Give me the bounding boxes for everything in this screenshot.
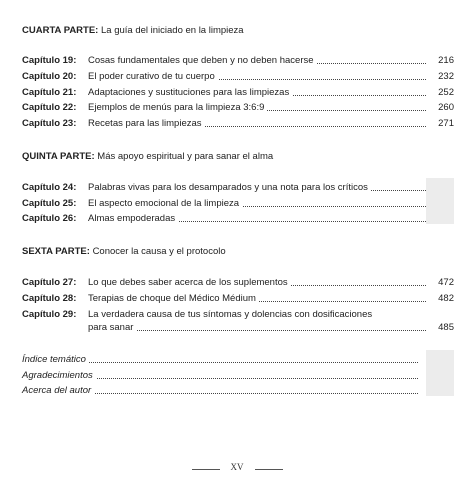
toc-row <box>22 276 454 289</box>
toc-row <box>22 292 454 305</box>
chapter-label: Capítulo 24: <box>22 182 77 193</box>
chapter-title: Cosas fundamentales que deben y no deben hacerse <box>88 54 317 67</box>
back-matter-title: Agradecimientos <box>22 369 96 382</box>
chapter-title: Ejemplos de menús para la limpieza 3:6:9 <box>88 101 267 114</box>
page-number: 271 <box>438 118 454 129</box>
chapter-title: El aspecto emocional de la limpieza <box>88 197 242 210</box>
chapter-title: Almas empoderadas <box>88 212 178 225</box>
back-matter-title: Acerca del autor <box>22 384 94 397</box>
chapter-label: Capítulo 20: <box>22 71 77 82</box>
toc-row <box>22 181 454 194</box>
part-label: SEXTA PARTE: <box>22 246 90 257</box>
folio: XV <box>230 462 244 472</box>
part-heading-5 <box>22 151 273 162</box>
chapter-title: Lo que debes saber acerca de los suplementos <box>88 276 291 289</box>
chapter-label: Capítulo 27: <box>22 277 77 288</box>
toc-row <box>22 353 454 366</box>
page-number: 232 <box>438 71 454 82</box>
part-title: Conocer la causa y el protocolo <box>92 246 226 257</box>
part-label: QUINTA PARTE: <box>22 151 95 162</box>
toc-row <box>22 117 454 130</box>
toc-row <box>22 369 454 382</box>
chapter-label: Capítulo 21: <box>22 87 77 98</box>
toc-row <box>22 70 454 83</box>
page-number: 472 <box>438 277 454 288</box>
page-footer <box>0 462 475 476</box>
page-number: 485 <box>438 322 454 333</box>
toc-row <box>22 101 454 114</box>
toc-row <box>22 54 454 67</box>
chapter-title-line-1: La verdadera causa de tus síntomas y dolencias con dosificaciones <box>88 309 373 320</box>
footer-rule-left <box>192 469 220 470</box>
page-number: 260 <box>438 102 454 113</box>
page-number: 482 <box>438 293 454 304</box>
part-heading-6 <box>22 246 226 257</box>
chapter-label: Capítulo 29: <box>22 309 77 320</box>
page-number: 252 <box>438 87 454 98</box>
part-label: CUARTA PARTE: <box>22 25 99 36</box>
leader-dots <box>88 330 426 331</box>
chapter-label: Capítulo 25: <box>22 198 77 209</box>
footer-rule-right <box>255 469 283 470</box>
chapter-title: Recetas para las limpiezas <box>88 117 205 130</box>
chapter-title-line-2: para sanar <box>88 321 136 334</box>
part-heading-4 <box>22 25 244 36</box>
chapter-title: Terapias de choque del Médico Médium <box>88 292 259 305</box>
chapter-label: Capítulo 28: <box>22 293 77 304</box>
toc-row <box>22 212 454 225</box>
toc-row <box>22 197 454 210</box>
back-matter-title: Índice temático <box>22 353 89 366</box>
toc-row <box>22 308 454 334</box>
part-title: La guía del iniciado en la limpieza <box>100 25 244 36</box>
chapter-label: Capítulo 19: <box>22 55 77 66</box>
part-title: Más apoyo espiritual y para sanar el alma <box>97 151 274 162</box>
toc-row <box>22 86 454 99</box>
chapter-label: Capítulo 22: <box>22 102 77 113</box>
toc-row <box>22 384 454 397</box>
page-number: 216 <box>438 55 454 66</box>
chapter-title: El poder curativo de tu cuerpo <box>88 70 218 83</box>
chapter-label: Capítulo 26: <box>22 213 77 224</box>
chapter-title: Palabras vivas para los desamparados y una nota para los críticos <box>88 181 371 194</box>
chapter-title: Adaptaciones y sustituciones para las limpiezas <box>88 86 292 99</box>
chapter-label: Capítulo 23: <box>22 118 77 129</box>
